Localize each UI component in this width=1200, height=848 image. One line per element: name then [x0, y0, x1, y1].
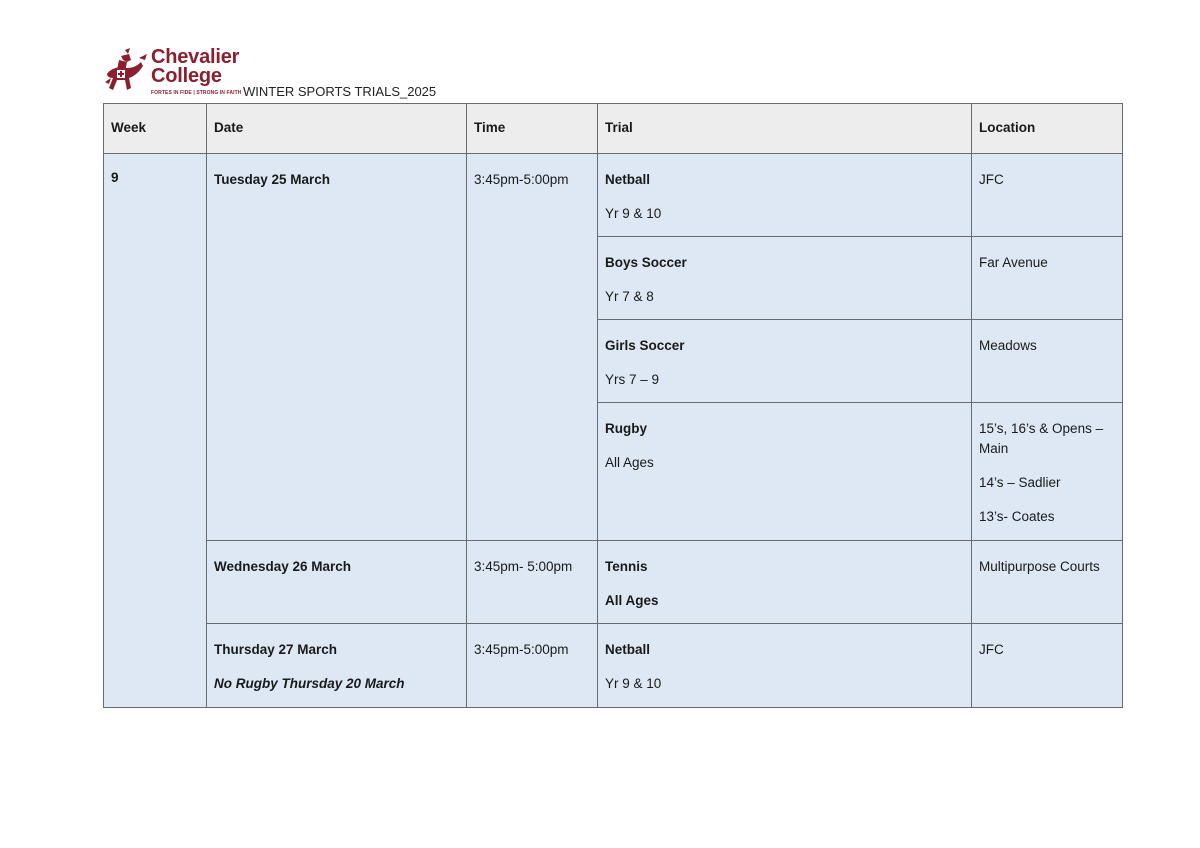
date-text: Tuesday 25 March: [214, 172, 331, 187]
location-text: JFC: [979, 172, 1004, 187]
date-text: Wednesday 26 March: [214, 559, 352, 574]
location-text: 13’s- Coates: [979, 509, 1055, 524]
location-cell: [972, 237, 1123, 320]
time-text: 3:45pm- 5:00pm: [474, 559, 573, 574]
location-text: Multipurpose Courts: [979, 559, 1100, 574]
college-name-line2: College: [151, 65, 222, 87]
table-header-row: [104, 104, 1123, 154]
trial-name: Tennis: [605, 559, 648, 574]
college-wordmark: [151, 48, 239, 86]
trial-detail: All Ages: [605, 593, 659, 608]
college-motto: FORTES IN FIDE | STRONG IN FAITH: [151, 90, 242, 96]
trial-cell: [598, 541, 972, 624]
trial-cell: [598, 320, 972, 403]
date-note: No Rugby Thursday 20 March: [214, 676, 405, 691]
college-logo: [103, 48, 253, 100]
location-text: JFC: [979, 642, 1004, 657]
trial-detail: Yr 9 & 10: [605, 206, 662, 221]
time-cell: [467, 154, 598, 541]
location-cell: [972, 541, 1123, 624]
week-cell: 9: [104, 154, 207, 708]
trial-detail: Yr 7 & 8: [605, 289, 654, 304]
location-cell: [972, 624, 1123, 708]
table-row: [104, 541, 1123, 624]
trial-name: Boys Soccer: [605, 255, 687, 270]
trial-cell: [598, 624, 972, 708]
college-name-line1: Chevalier: [151, 46, 240, 68]
location-cell: [972, 154, 1123, 237]
header-week: Week: [104, 104, 207, 154]
date-cell: [207, 541, 467, 624]
trial-detail: Yr 9 & 10: [605, 676, 662, 691]
trial-detail: Yrs 7 – 9: [605, 372, 660, 387]
trial-cell: [598, 154, 972, 237]
time-cell: [467, 624, 598, 708]
header-time: Time: [467, 104, 598, 154]
document-title: WINTER SPORTS TRIALS_2025: [243, 84, 437, 99]
document-header: [103, 46, 703, 102]
time-text: 3:45pm-5:00pm: [474, 642, 569, 657]
date-cell: [207, 154, 467, 541]
header-location: Location: [972, 104, 1123, 154]
trial-cell: [598, 403, 972, 541]
location-cell: [972, 403, 1123, 541]
trial-name: Girls Soccer: [605, 338, 685, 353]
trial-name: Netball: [605, 642, 651, 657]
location-text: Meadows: [979, 338, 1037, 353]
knight-on-horse-icon: [103, 48, 149, 98]
location-text: 14’s – Sadlier: [979, 475, 1061, 490]
table-row: [104, 154, 1123, 237]
header-date: Date: [207, 104, 467, 154]
date-text: Thursday 27 March: [214, 642, 338, 657]
date-cell: [207, 624, 467, 708]
trials-table: [103, 103, 1123, 708]
location-text: 15’s, 16’s & Opens – Main: [979, 421, 1104, 456]
location-cell: [972, 320, 1123, 403]
time-cell: [467, 541, 598, 624]
time-text: 3:45pm-5:00pm: [474, 172, 569, 187]
location-text: Far Avenue: [979, 255, 1048, 270]
table-row: [104, 624, 1123, 708]
trial-name: Rugby: [605, 421, 647, 436]
trial-detail: All Ages: [605, 455, 654, 470]
header-trial: Trial: [598, 104, 972, 154]
trial-name: Netball: [605, 172, 651, 187]
trial-cell: [598, 237, 972, 320]
